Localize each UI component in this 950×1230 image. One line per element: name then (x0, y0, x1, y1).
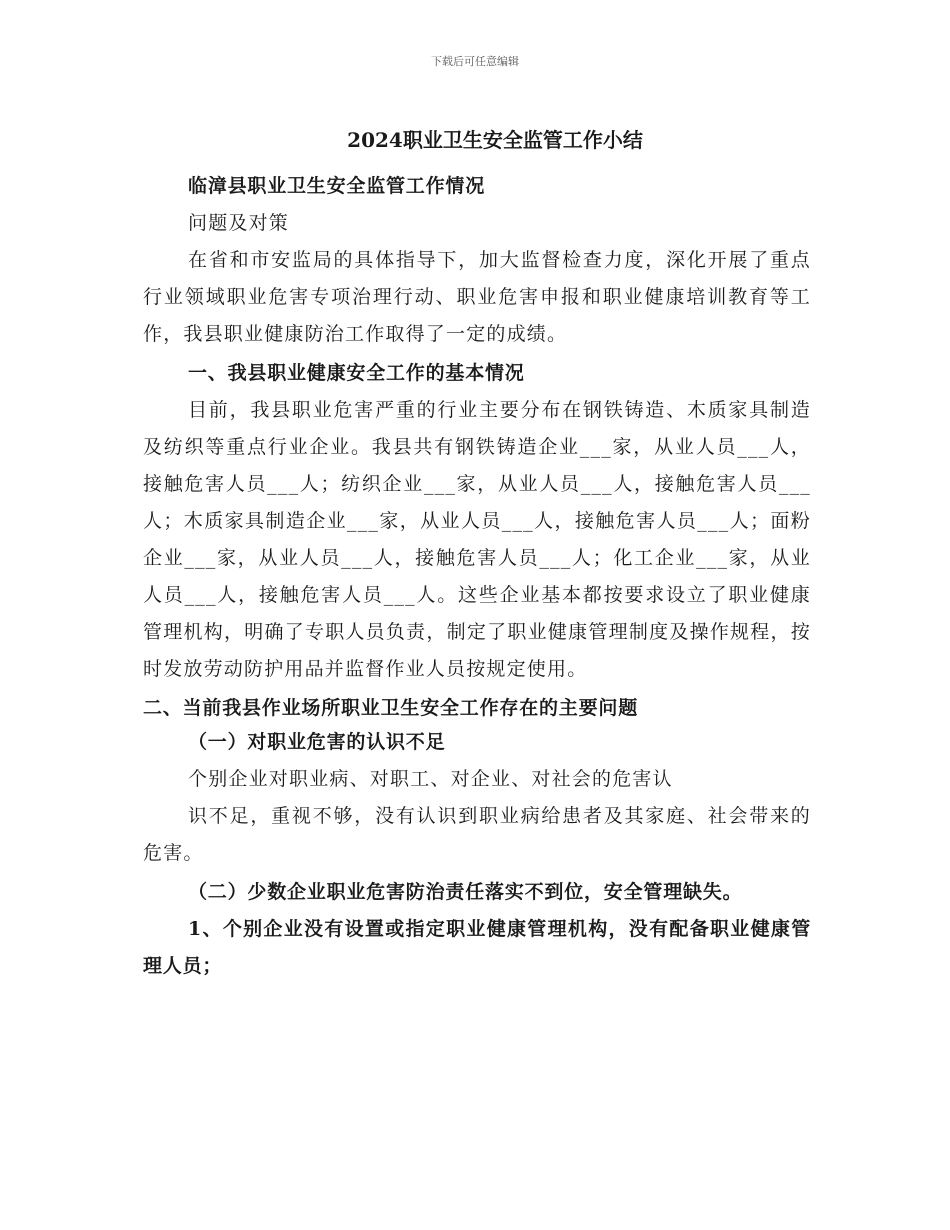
basic-situation-paragraph: 目前，我县职业危害严重的行业主要分布在钢铁铸造、木质家具制造及纺织等重点行业企业。我县共有钢铁铸造企业___家，从业人员___人，接触危害人员___人；纺织企业___家，从业人员___人，接触危害人员___人；木质家具制造企业___家，从业人员___人，接触危害人员___人；面粉企业___家，从业人员___人，接触危害人员___人；化工企业___家，从业人员___人，接触危害人员___人。这些企业基本都按要求设立了职业健康管理机构，明确了专职人员负责，制定了职业健康管理制度及操作规程，按时发放劳动防护用品并监督作业人员按规定使用。 (143, 399, 811, 680)
document-body (143, 168, 811, 985)
page-title: 2024职业卫生安全监管工作小结 (347, 128, 643, 152)
section-heading-1: 一、我县职业健康安全工作的基本情况 (188, 362, 525, 384)
header-note: 下载后可任意编辑 (431, 55, 519, 68)
subsection-heading-1: （一）对职业危害的认识不足 (188, 731, 446, 753)
numbered-item-1: 1、个别企业没有设置或指定职业健康管理机构，没有配备职业健康管理人员； (143, 918, 811, 977)
intro-paragraph: 在省和市安监局的具体指导下，加大监督检查力度，深化开展了重点行业领域职业危害专项治理行动、职业危害申报和职业健康培训教育等工作，我县职业健康防治工作取得了一定的成绩。 (143, 249, 811, 345)
awareness-paragraph-part-1: 个别企业对职业病、对职工、对企业、对社会的危害认 (188, 768, 673, 790)
subsection-heading-2: （二）少数企业职业危害防治责任落实不到位，安全管理缺失。 (188, 881, 743, 903)
section-heading-2: 二、当前我县作业场所职业卫生安全工作存在的主要问题 (143, 697, 639, 719)
awareness-paragraph-part-2: 识不足，重视不够，没有认识到职业病给患者及其家庭、社会带来的危害。 (143, 805, 811, 864)
subtitle-line-2: 问题及对策 (188, 212, 290, 234)
subtitle-line-1: 临漳县职业卫生安全监管工作情况 (188, 175, 486, 197)
